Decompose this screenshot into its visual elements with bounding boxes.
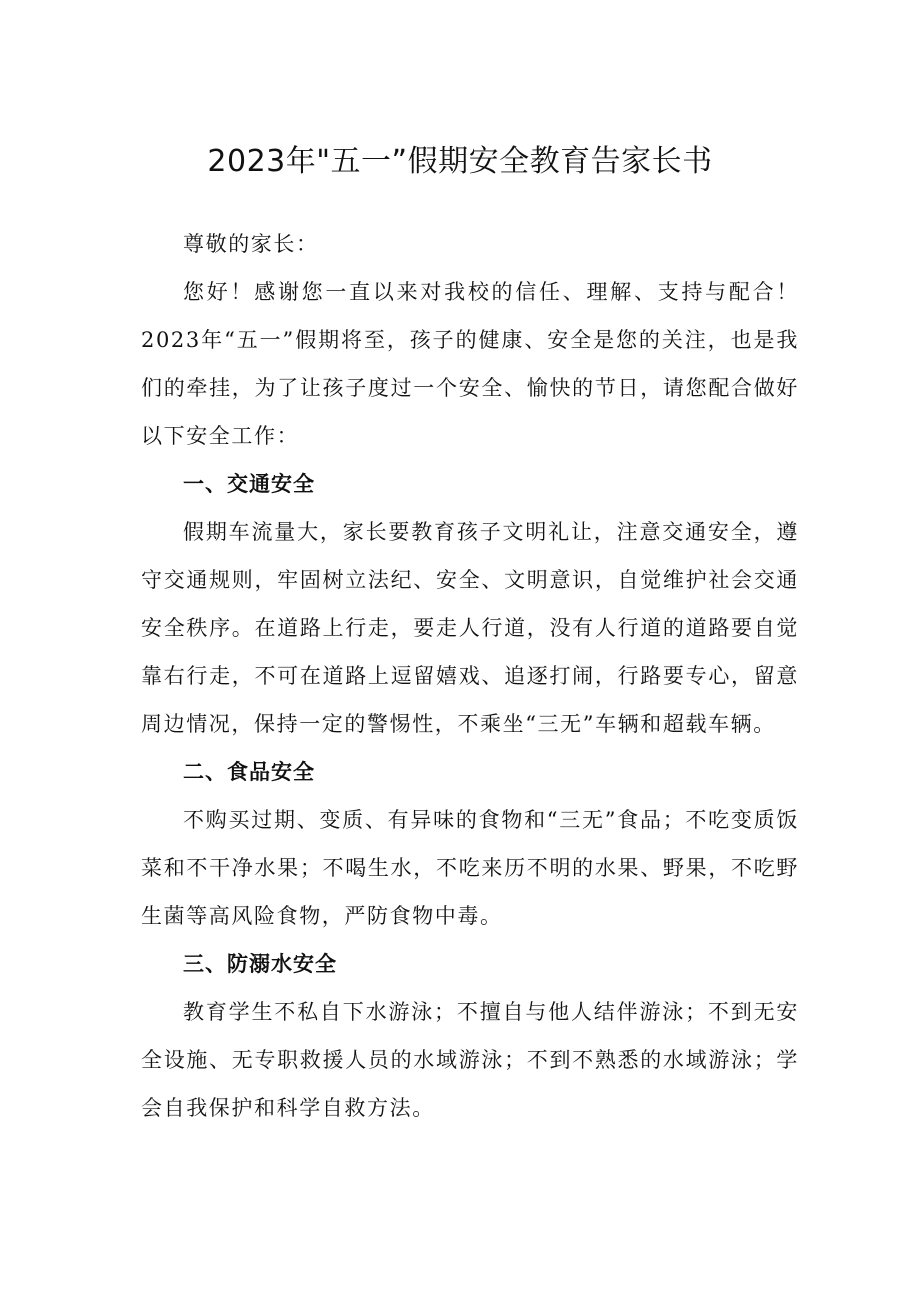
section-heading-food: 二、食品安全: [183, 760, 315, 784]
section-text-food: 不购买过期、变质、有异味的食物和“三无”食品；不吃变质饭菜和不干净水果；不喝生水，不吃来历不明的水果、野果，不吃野生菌等高风险食物，严防食物中毒。: [141, 808, 799, 928]
greeting: 尊敬的家长：: [183, 232, 319, 256]
section-text-traffic: 假期车流量大，家长要教育孩子文明礼让，注意交通安全，遵守交通规则，牢固树立法纪、安全、文明意识，自觉维护社会交通安全秩序。在道路上行走，要走人行道，没有人行道的道路要自觉靠右行走，不可在道路上逗留嬉戏、追逐打闹，行路要专心，留意周边情况，保持一定的警惕性，不乘坐“三无”车辆和超载车辆。: [141, 520, 799, 736]
intro-paragraph: 您好！感谢您一直以来对我校的信任、理解、支持与配合！2023年“五一”假期将至，孩子的健康、安全是您的关注，也是我们的牵挂，为了让孩子度过一个安全、愉快的节日，请您配合做好以下安全工作：: [141, 280, 799, 448]
document-body: [141, 220, 799, 1132]
section-text-drowning: 教育学生不私自下水游泳；不擅自与他人结伴游泳；不到无安全设施、无专职救援人员的水域游泳；不到不熟悉的水域游泳；学会自我保护和科学自救方法。: [141, 1000, 799, 1120]
section-heading-drowning: 三、防溺水安全: [183, 952, 337, 976]
section-heading-traffic: 一、交通安全: [183, 472, 315, 496]
document-title: 2023年"五一”假期安全教育告家长书: [207, 144, 713, 179]
